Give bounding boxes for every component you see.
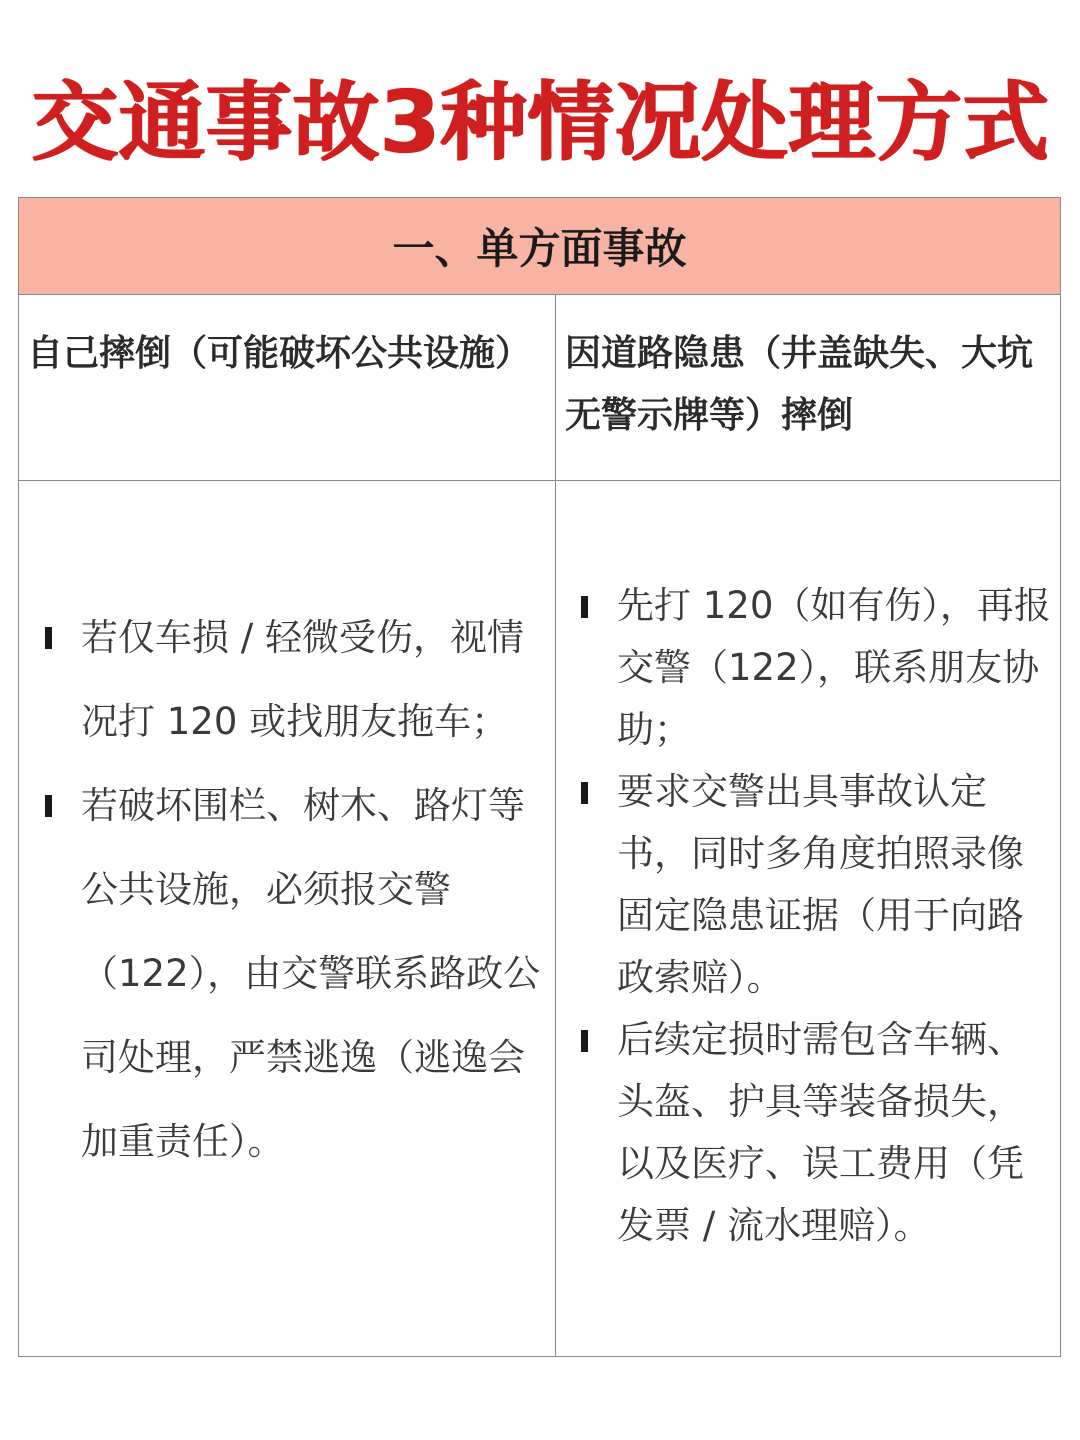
page-title: 交通事故3种情况处理方式 [31,73,1049,173]
road-hazard-list [581,575,1051,1257]
bullet-icon [45,627,52,649]
list-item [581,1009,1051,1257]
bullet-icon [581,1030,588,1052]
section-header: 一、单方面事故 [19,198,1060,295]
accident-table [18,197,1061,1357]
bullet-icon [45,795,52,817]
list-item-text: 若破坏围栏、树木、路灯等公共设施，必须报交警（122），由交警联系路政公司处理，严禁逃逸（逃逸会加重责任）。 [81,784,541,1163]
column-heading-road-hazard: 因道路隐患（井盖缺失、大坑无警示牌等）摔倒 [565,333,1034,436]
list-item [45,596,550,764]
column-divider [555,295,556,1356]
column-heading-self-fall: 自己摔倒（可能破坏公共设施） [27,333,532,374]
list-item-text: 要求交警出具事故认定书，同时多角度拍照录像固定隐患证据（用于向路政索赔）。 [617,770,1024,999]
bullet-icon [581,782,588,804]
list-item [581,761,1051,1009]
bullet-icon [581,596,588,618]
list-item-text: 先打 120（如有伤），再报交警（122），联系朋友协助； [617,584,1051,751]
self-fall-list [45,596,550,1184]
list-item-text: 后续定损时需包含车辆、头盔、护具等装备损失，以及医疗、误工费用（凭发票 / 流水理赔）。 [617,1018,1024,1247]
list-item [581,575,1051,761]
list-item-text: 若仅车损 / 轻微受伤，视情况打 120 或找朋友拖车； [81,616,524,743]
row-divider [19,480,1060,481]
list-item [45,764,550,1184]
